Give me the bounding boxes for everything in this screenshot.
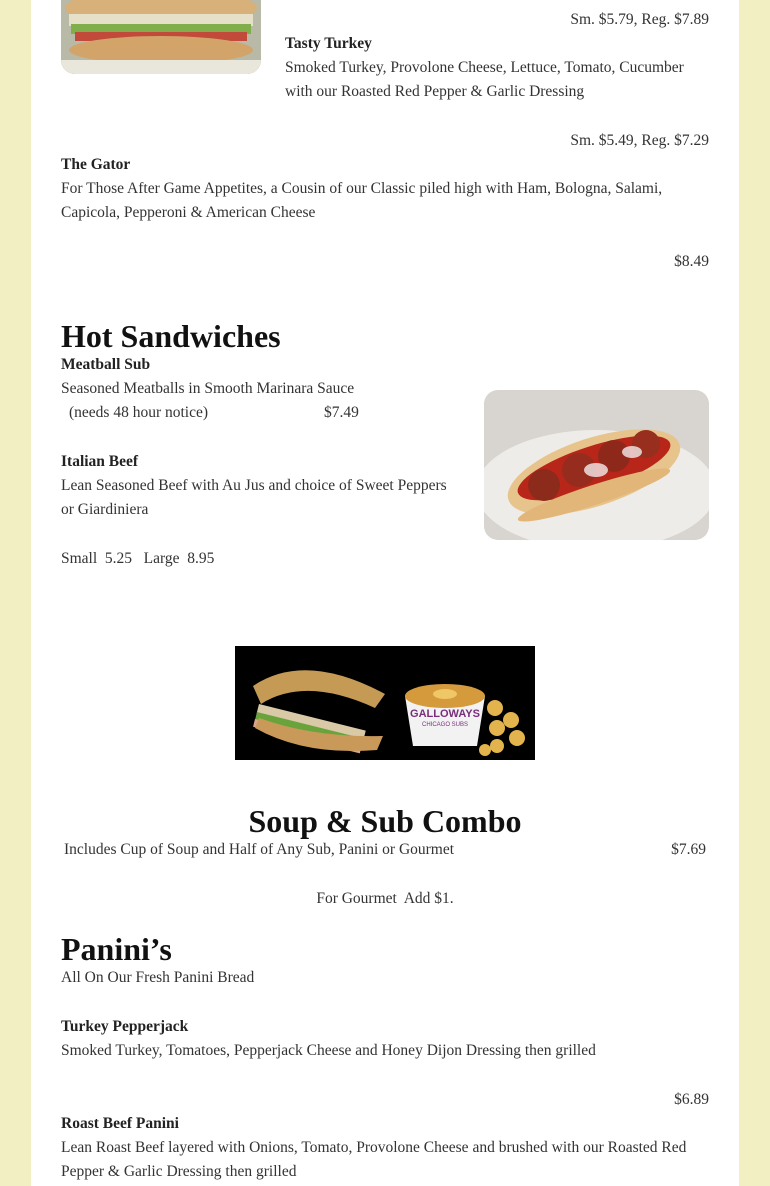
tasty-turkey-name: Tasty Turkey [285,35,372,52]
hot-sandwiches-heading: Hot Sandwiches [61,318,281,354]
meatball-sub-name: Meatball Sub [61,356,151,373]
turkey-pepperjack-price: $6.89 [674,1091,709,1108]
italian-beef-sizes: Small 5.25 Large 8.95 [61,550,215,567]
roast-beef-panini-desc-2: Pepper & Garlic Dressing then grilled [61,1163,297,1180]
soup-sub-combo-heading: Soup & Sub Combo [248,803,522,839]
tasty-turkey-desc-2: with our Roasted Red Pepper & Garlic Dressing [285,83,585,100]
galloways-tagline-text: CHICAGO SUBS [421,722,469,728]
soup-sub-combo-photo [235,646,535,760]
turkey-pepperjack-name: Turkey Pepperjack [61,1018,189,1035]
meatball-sub-photo [484,390,709,540]
gator-name: The Gator [61,156,131,173]
tasty-turkey-price: Sm. $5.79, Reg. $7.89 [570,11,709,28]
soup-sub-combo-price: $7.69 [671,841,706,858]
paninis-subtitle: All On Our Fresh Panini Bread [61,969,255,986]
meatball-sub-desc: Seasoned Meatballs in Smooth Marinara Sauce [61,380,355,397]
roast-beef-panini-name: Roast Beef Panini [61,1115,179,1132]
menu-page [31,0,739,1186]
soup-sub-combo-desc: Includes Cup of Soup and Half of Any Sub, Panini or Gourmet [64,841,455,858]
gator-desc: For Those After Game Appetites, a Cousin of our Classic piled high with Ham, Bologna, Salami, [61,180,663,197]
sandwich-photo [61,0,261,74]
gourmet-addon-note: For Gourmet Add $1. [316,890,454,907]
meatball-sub-price: $7.49 [324,404,359,421]
gator-price-2: $8.49 [674,253,709,270]
roast-beef-panini-desc: Lean Roast Beef layered with Onions, Tomato, Provolone Cheese and brushed with our Roasted Red [61,1139,687,1156]
meatball-sub-notice: (needs 48 hour notice) [69,404,209,421]
gator-price: Sm. $5.49, Reg. $7.29 [570,132,709,149]
tasty-turkey-desc: Smoked Turkey, Provolone Cheese, Lettuce, Tomato, Cucumber [285,59,684,76]
paninis-heading: Panini’s [61,931,172,967]
italian-beef-desc-2: or Giardiniera [61,501,149,518]
italian-beef-name: Italian Beef [61,453,139,470]
turkey-pepperjack-desc: Smoked Turkey, Tomatoes, Pepperjack Cheese and Honey Dijon Dressing then grilled [61,1042,596,1059]
gator-desc-2: Capicola, Pepperoni & American Cheese [61,204,316,221]
italian-beef-desc: Lean Seasoned Beef with Au Jus and choice of Sweet Peppers [61,477,447,494]
galloways-logo-text: GALLOWAYS [410,708,480,720]
